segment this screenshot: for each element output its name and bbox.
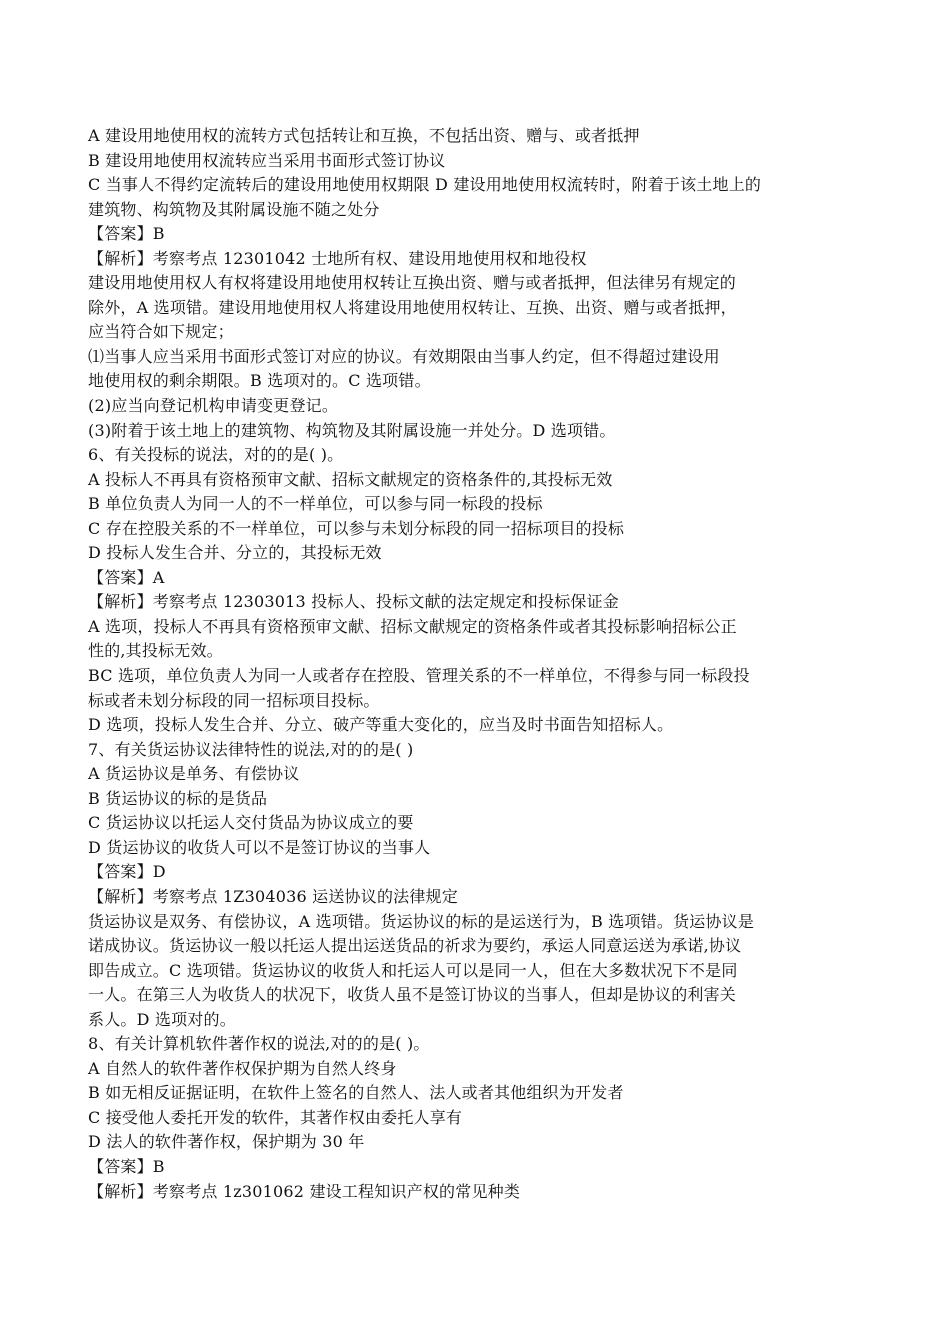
- question-6-answer: 【答案】A: [88, 567, 165, 587]
- document-body: [88, 124, 868, 1204]
- analysis-text-line: 应当符合如下规定；: [88, 322, 234, 342]
- question-6-analysis-heading: 【解析】考察考点 12303013 投标人、投标文献的法定规定和投标保证金: [88, 592, 620, 612]
- option-b-line: B 建设用地使用权流转应当采用书面形式签订协议: [88, 150, 446, 170]
- question-7-option-c: C 货运协议以托运人交付货品为协议成立的要: [88, 813, 414, 833]
- analysis-text-line: 地使用权的剩余期限。B 选项对的。C 选项错。: [88, 371, 431, 391]
- question-6-analysis-line: BC 选项，单位负责人为同一人或者存在控股、管理关系的不一样单位，不得参与同一标段投: [88, 666, 750, 686]
- option-c-d-line: C 当事人不得约定流转后的建设用地使用权期限 D 建设用地使用权流转时，附着于该土地上的: [88, 175, 762, 195]
- analysis-text-line: 建设用地使用权人有权将建设用地使用权转让互换出资、赠与或者抵押，但法律另有规定的: [88, 273, 737, 293]
- question-8-option-b: B 如无相反证据证明，在软件上签名的自然人、法人或者其他组织为开发者: [88, 1083, 624, 1103]
- question-7-title: 7、有关货运协议法律特性的说法,对的的是( ): [88, 739, 414, 759]
- question-6-analysis-line: D 选项，投标人发生合并、分立、破产等重大变化的，应当及时书面告知招标人。: [88, 715, 674, 735]
- question-7-analysis-heading: 【解析】考察考点 1Z304036 运送协议的法律规定: [88, 886, 458, 906]
- analysis-text-line: (2)应当向登记机构申请变更登记。: [88, 396, 339, 416]
- question-6-analysis-line: A 选项，投标人不再具有资格预审文献、招标文献规定的资格条件或者其投标影响招标公正: [88, 616, 737, 636]
- question-8-title: 8、有关计算机软件著作权的说法,对的的是( )。: [88, 1034, 430, 1054]
- analysis-heading: 【解析】考察考点 12301042 士地所有权、建设用地使用权和地役权: [88, 248, 587, 268]
- analysis-text-line: ⑴当事人应当采用书面形式签订对应的协议。有效期限由当事人约定，但不得超过建设用: [88, 346, 720, 366]
- question-7-analysis-line: 即告成立。C 选项错。货运协议的收货人和托运人可以是同一人，但在大多数状况下不是同: [88, 960, 738, 980]
- question-7-analysis-line: 一人。在第三人为收货人的状况下，收货人虽不是签订协议的当事人，但却是协议的利害关: [88, 985, 737, 1005]
- question-7-option-b: B 货运协议的标的是货品: [88, 788, 268, 808]
- question-8-answer: 【答案】B: [88, 1156, 165, 1176]
- question-8-option-d: D 法人的软件著作权，保护期为 30 年: [88, 1132, 365, 1152]
- question-7-answer: 【答案】D: [88, 862, 166, 882]
- question-6-title: 6、有关投标的说法，对的的是( )。: [88, 445, 344, 465]
- question-8-analysis-heading: 【解析】考察考点 1z301062 建设工程知识产权的常见种类: [88, 1181, 521, 1201]
- option-a-line: A 建设用地使用权的流转方式包括转让和互换，不包括出资、赠与、或者抵押: [88, 126, 640, 145]
- option-d-continued-line: 建筑物、构筑物及其附属设施不随之处分: [88, 199, 380, 219]
- question-6-analysis-line: 标或者未划分标段的同一招标项目投标。: [88, 690, 380, 710]
- question-6-analysis-line: 性的,其投标无效。: [88, 641, 223, 661]
- question-6-option-d: D 投标人发生合并、分立的，其投标无效: [88, 543, 382, 563]
- analysis-text-line: (3)附着于该土地上的建筑物、构筑物及其附属设施一并处分。D 选项错。: [88, 420, 616, 440]
- question-6-option-a: A 投标人不再具有资格预审文献、招标文献规定的资格条件的,其投标无效: [88, 469, 613, 489]
- question-7-option-a: A 货运协议是单务、有偿协议: [88, 764, 300, 784]
- question-7-option-d: D 货运协议的收货人可以不是签订协议的当事人: [88, 837, 431, 857]
- question-7-analysis-line: 诺成协议。货运协议一般以托运人提出运送货品的祈求为要约，承运人同意运送为承诺,协议: [88, 936, 742, 956]
- question-8-option-c: C 接受他人委托开发的软件，其著作权由委托人享有: [88, 1107, 463, 1127]
- question-8-option-a: A 自然人的软件著作权保护期为自然人终身: [88, 1058, 397, 1078]
- analysis-text-line: 除外，A 选项错。建设用地使用权人将建设用地使用权转让、互换、出资、赠与或者抵押，: [88, 297, 737, 317]
- question-6-option-b: B 单位负责人为同一人的不一样单位，可以参与同一标段的投标: [88, 494, 543, 514]
- answer-label: 【答案】B: [88, 224, 165, 244]
- question-7-analysis-line: 系人。D 选项对的。: [88, 1009, 236, 1029]
- question-7-analysis-line: 货运协议是双务、有偿协议，A 选项错。货运协议的标的是运送行为，B 选项错。货运协议是: [88, 911, 755, 931]
- question-6-option-c: C 存在控股关系的不一样单位，可以参与未划分标段的同一招标项目的投标: [88, 518, 625, 538]
